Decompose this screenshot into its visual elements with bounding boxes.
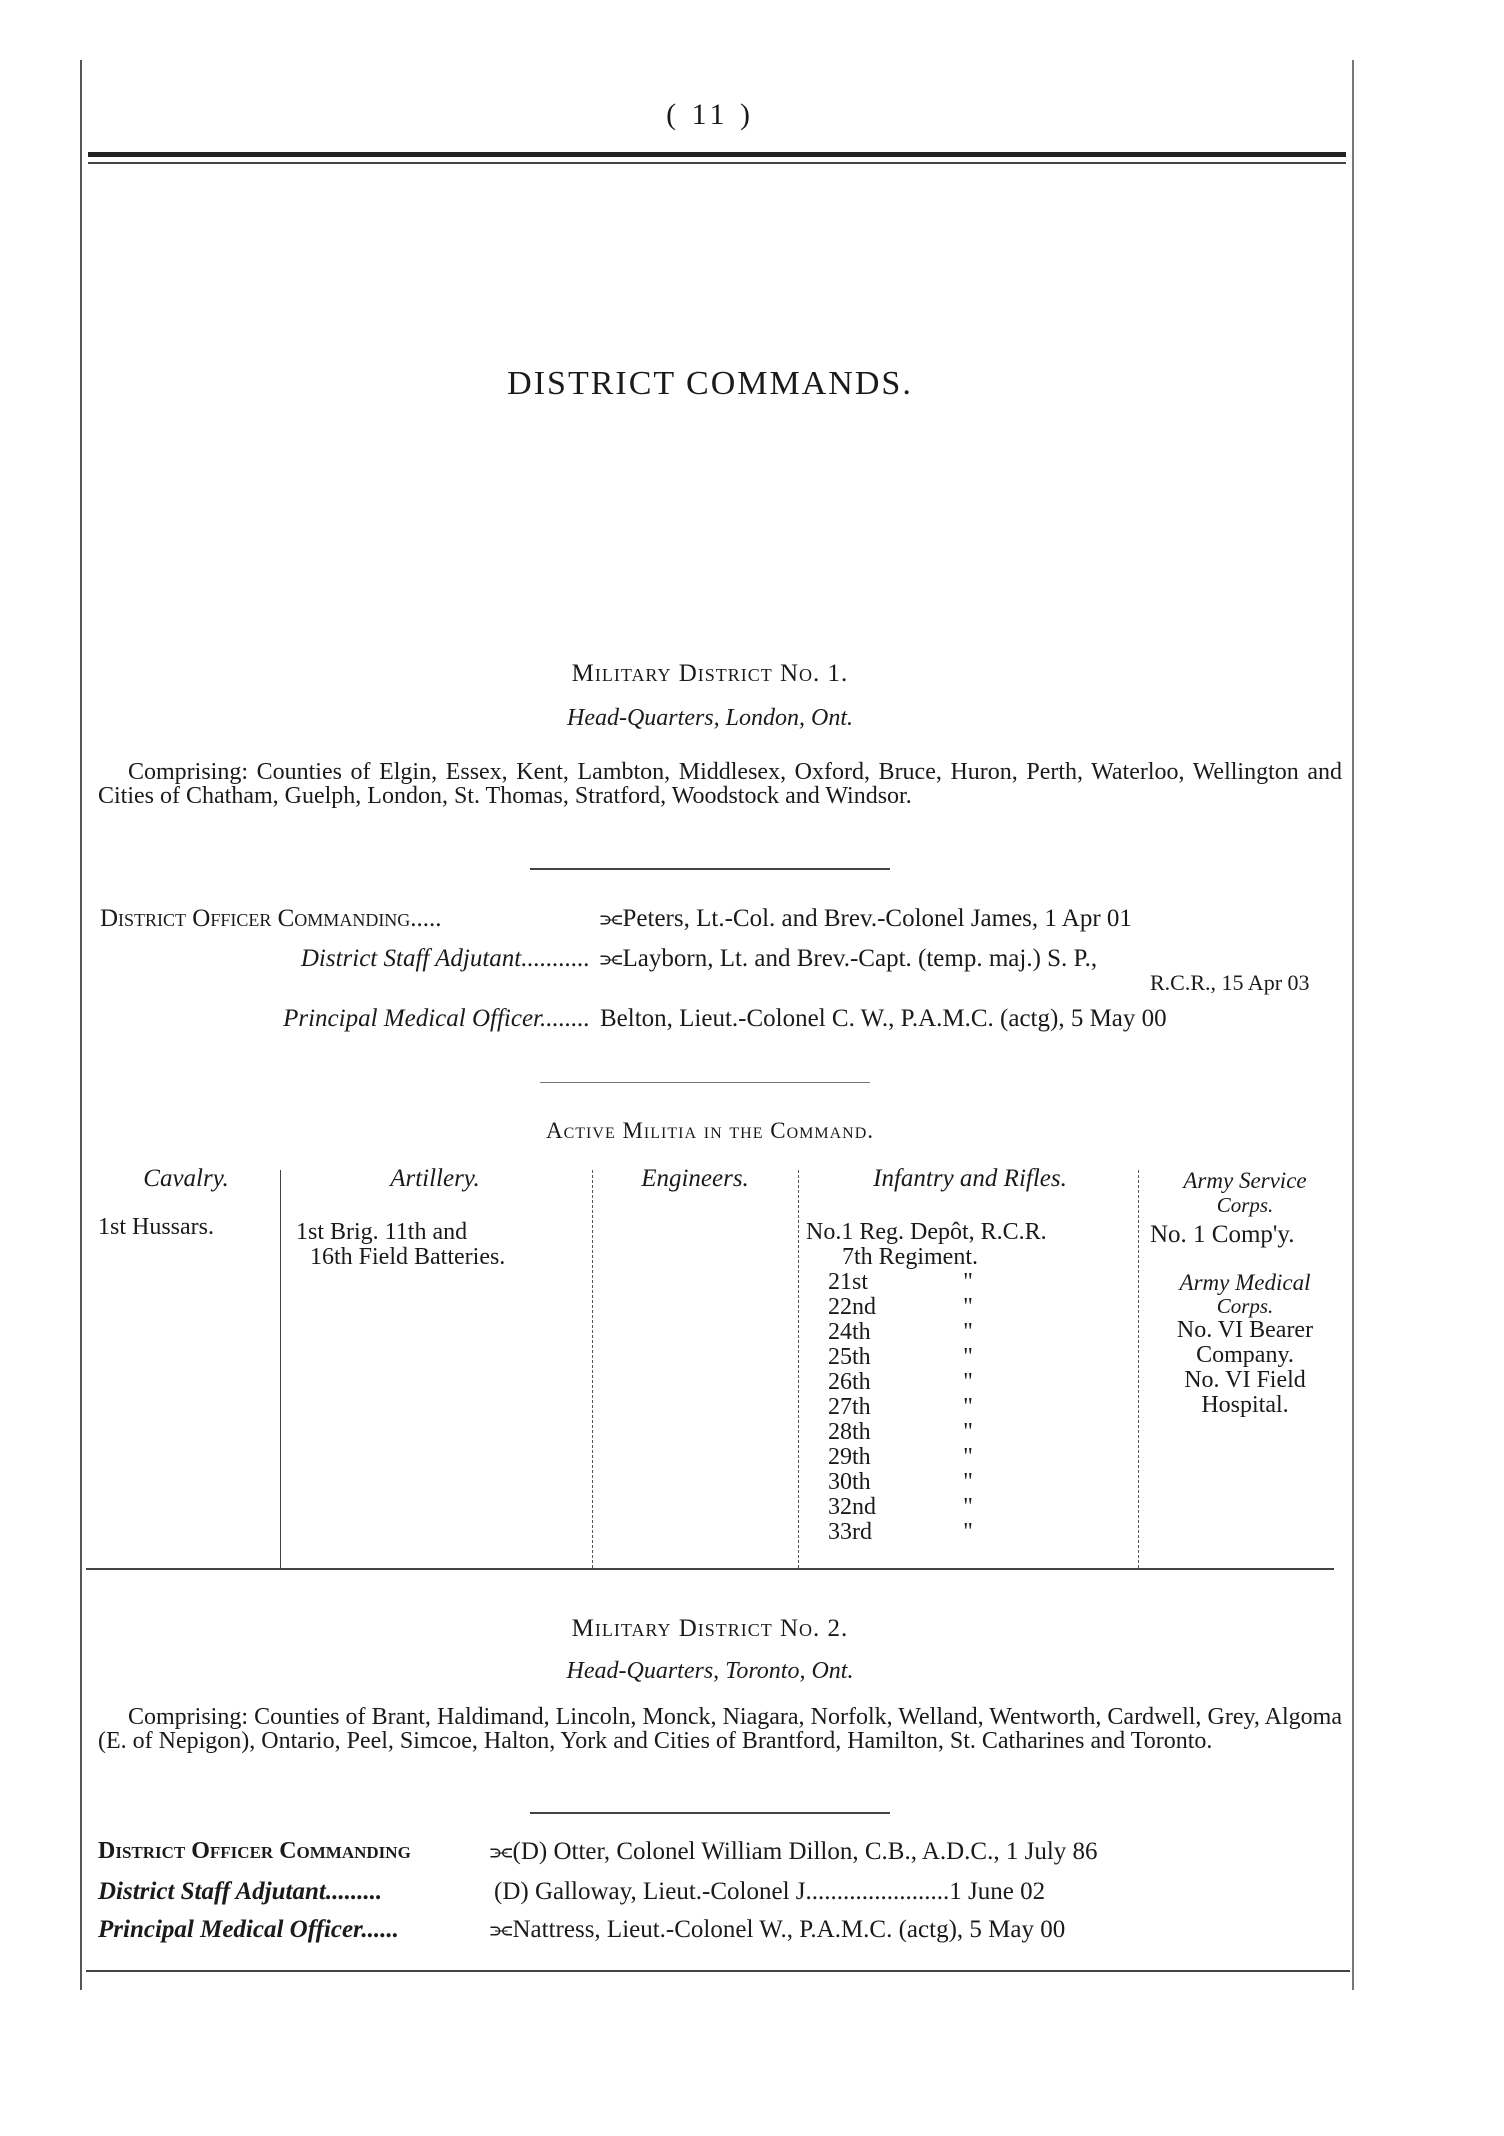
- artillery-unit-line-1: 1st Brig. 11th and: [296, 1219, 468, 1245]
- district-2-bottom-rule: [86, 1970, 1350, 1972]
- d2-officer-label-2: Principal Medical Officer......: [98, 1916, 399, 1943]
- district-2-divider: [530, 1812, 890, 1814]
- infantry-row: [828, 1370, 998, 1395]
- artillery-heading: Artillery.: [390, 1165, 480, 1192]
- column-divider-1: [280, 1170, 281, 1568]
- d1-officer-value-1b: R.C.R., 15 Apr 03: [1150, 970, 1310, 995]
- amc-line-3: No. VI Field: [1184, 1367, 1306, 1393]
- engineers-heading: Engineers.: [641, 1165, 749, 1192]
- column-divider-4: [1138, 1170, 1139, 1568]
- infantry-row-number: 29th: [828, 1444, 871, 1470]
- district-2-hq: Head-Quarters, Toronto, Ont.: [566, 1658, 854, 1684]
- page-number: ( 11 ): [666, 98, 754, 131]
- infantry-row-ditto: ": [963, 1494, 973, 1520]
- d1-officer-value-1: ⫘Layborn, Lt. and Brev.-Capt. (temp. maj.) S. P.,: [600, 945, 1098, 972]
- infantry-row-ditto: ": [963, 1444, 973, 1470]
- infantry-row-number: 28th: [828, 1419, 871, 1445]
- amc-line-4: Hospital.: [1201, 1392, 1289, 1418]
- d2-officer-value-0: ⫘(D) Otter, Colonel William Dillon, C.B., A.D.C., 1 July 86: [490, 1838, 1098, 1865]
- infantry-row-ditto: ": [963, 1344, 973, 1370]
- column-divider-2: [592, 1170, 593, 1568]
- infantry-row-ditto: ": [963, 1419, 973, 1445]
- infantry-row-number: 32nd: [828, 1494, 876, 1520]
- asc-heading-2: Corps.: [1216, 1193, 1274, 1217]
- asc-company: No. 1 Comp'y.: [1150, 1221, 1295, 1248]
- infantry-row-number: 26th: [828, 1369, 871, 1395]
- infantry-row: [828, 1470, 998, 1495]
- d1-officer-label-2: Principal Medical Officer........: [283, 1005, 590, 1032]
- d2-officer-value-1: (D) Galloway, Lieut.-Colonel J.......................1 June 02: [494, 1878, 1046, 1905]
- page-title: DISTRICT COMMANDS.: [507, 365, 913, 402]
- column-divider-3: [798, 1170, 799, 1568]
- district-2-heading: Military District No. 2.: [571, 1615, 849, 1642]
- d1-officer-value-0: ⫘Peters, Lt.-Col. and Brev.-Colonel James, 1 Apr 01: [600, 905, 1132, 932]
- infantry-row-number: 24th: [828, 1319, 871, 1345]
- infantry-row-ditto: ": [963, 1269, 973, 1295]
- district-1-bottom-rule: [86, 1568, 1334, 1570]
- infantry-row: [828, 1345, 998, 1370]
- infantry-regiment-list: [828, 1270, 998, 1545]
- district-1-comprising: [98, 760, 1342, 808]
- infantry-7th: 7th Regiment.: [842, 1244, 978, 1270]
- infantry-row-number: 27th: [828, 1394, 871, 1420]
- infantry-row-number: 22nd: [828, 1294, 876, 1320]
- d2-officer-label-0: District Officer Commanding: [98, 1838, 411, 1864]
- infantry-depot: No.1 Reg. Depôt, R.C.R.: [806, 1219, 1047, 1245]
- district-1-comprising-text: Comprising: Counties of Elgin, Essex, Kent, Lambton, Middlesex, Oxford, Bruce, Huron, Perth, Waterloo, Wellington and Cities of Chatham, Guelph, London, St. Thomas, Stratford, Woodstock and Windsor.: [98, 759, 1342, 809]
- infantry-row-number: 21st: [828, 1269, 869, 1295]
- infantry-row-ditto: ": [963, 1294, 973, 1320]
- infantry-row-ditto: ": [963, 1519, 973, 1545]
- artillery-unit-line-2: 16th Field Batteries.: [310, 1244, 506, 1270]
- asc-heading: Army Service: [1183, 1168, 1307, 1193]
- infantry-row-ditto: ": [963, 1469, 973, 1495]
- infantry-heading: Infantry and Rifles.: [873, 1165, 1067, 1192]
- infantry-row-ditto: ": [963, 1369, 973, 1395]
- infantry-row-number: 30th: [828, 1469, 871, 1495]
- district-1-divider-2: [540, 1082, 870, 1083]
- d2-officer-value-2: ⫘Nattress, Lieut.-Colonel W., P.A.M.C. (actg), 5 May 00: [490, 1916, 1066, 1943]
- district-2-comprising-text: Comprising: Counties of Brant, Haldimand, Lincoln, Monck, Niagara, Norfolk, Welland, Wentworth, Cardwell, Grey, Algoma (E. of Nepigon), Ontario, Peel, Simcoe, Halton, York and Cities of Brantford, Hamilton, St. Catharines and Toronto.: [98, 1704, 1342, 1754]
- infantry-row: [828, 1395, 998, 1420]
- cavalry-heading: Cavalry.: [143, 1165, 229, 1192]
- amc-line-1: No. VI Bearer: [1176, 1317, 1314, 1343]
- amc-line-2: Company.: [1196, 1342, 1294, 1368]
- d2-officer-label-1: District Staff Adjutant.........: [98, 1878, 383, 1905]
- district-1-divider: [530, 868, 890, 870]
- cavalry-unit: 1st Hussars.: [98, 1214, 215, 1240]
- infantry-row: [828, 1495, 998, 1520]
- infantry-row-number: 33rd: [828, 1519, 872, 1545]
- district-1-heading: Military District No. 1.: [571, 660, 849, 687]
- d1-officer-value-2: Belton, Lieut.-Colonel C. W., P.A.M.C. (actg), 5 May 00: [600, 1005, 1167, 1032]
- district-1-hq: Head-Quarters, London, Ont.: [567, 705, 853, 731]
- infantry-row: [828, 1520, 998, 1545]
- infantry-row: [828, 1445, 998, 1470]
- district-2-comprising: [98, 1705, 1342, 1753]
- d1-officer-label-0: District Officer Commanding.....: [100, 905, 442, 932]
- infantry-row: [828, 1420, 998, 1445]
- d1-officer-label-1: District Staff Adjutant...........: [300, 945, 590, 972]
- header-rule-thick: [88, 152, 1346, 157]
- amc-heading: Army Medical: [1179, 1270, 1311, 1295]
- header-rule-thin: [88, 162, 1346, 164]
- amc-heading-2: Corps.: [1216, 1294, 1274, 1318]
- infantry-row: [828, 1270, 998, 1295]
- infantry-row-number: 25th: [828, 1344, 871, 1370]
- active-militia-heading: Active Militia in the Command.: [546, 1118, 874, 1143]
- infantry-row-ditto: ": [963, 1319, 973, 1345]
- infantry-row: [828, 1320, 998, 1345]
- infantry-row: [828, 1295, 998, 1320]
- infantry-row-ditto: ": [963, 1394, 973, 1420]
